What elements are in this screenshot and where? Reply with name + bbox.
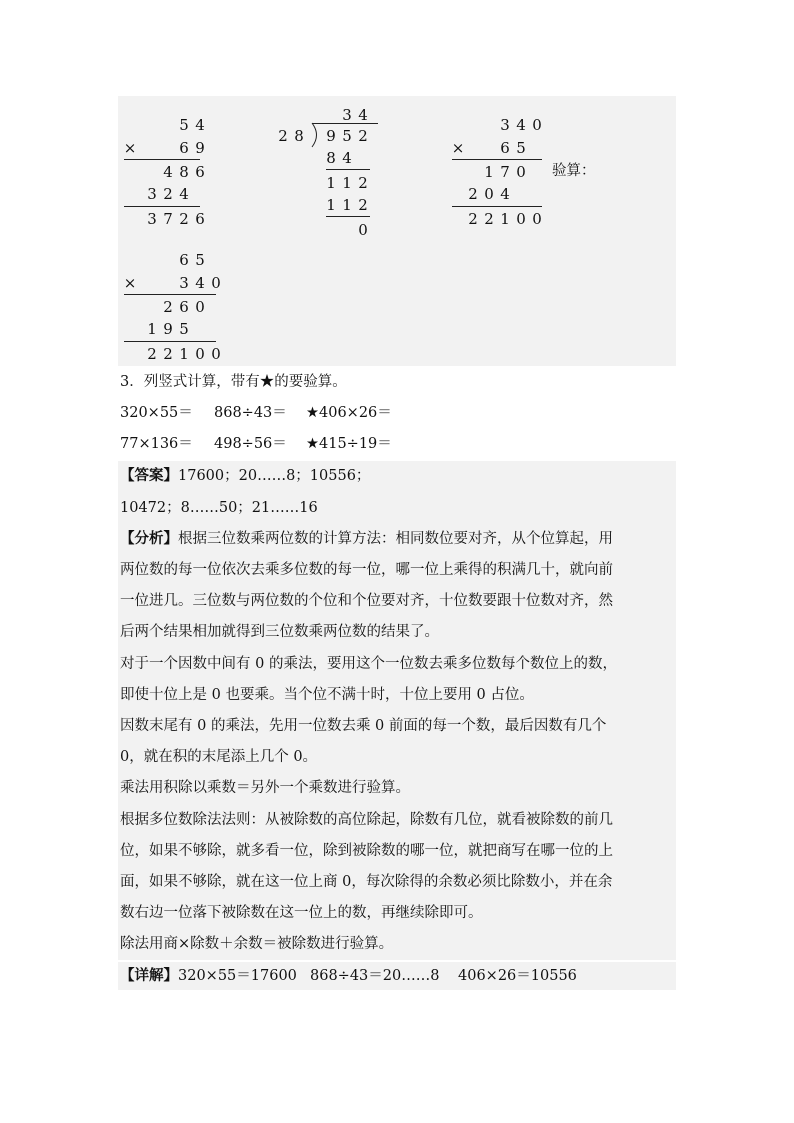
rule-line <box>326 216 370 217</box>
digit: 0 <box>211 274 221 292</box>
rule-line <box>124 341 216 342</box>
digit: 4 <box>516 116 526 134</box>
analysis-background <box>118 523 676 960</box>
digit: 6 <box>500 139 510 157</box>
check-label: 验算： <box>552 163 596 179</box>
digit: 0 <box>358 221 368 239</box>
digit: 2 <box>358 127 368 145</box>
digit: 1 <box>326 174 336 192</box>
digit: 3 <box>342 106 352 124</box>
analysis-line: 数右边一位落下被除数在这一位上的数，再继续除即可。 <box>120 905 483 921</box>
answer-line-1 <box>120 466 370 486</box>
digit: 4 <box>179 185 189 203</box>
detail-item: 320×55＝17600 <box>178 968 297 984</box>
analysis-line: 两位数的每一位依次去乘多位数的每一位，哪一位上乘得的积满几十，就向前 <box>120 562 613 578</box>
digit: 4 <box>195 116 205 134</box>
digit: 2 <box>468 210 478 228</box>
digit: 2 <box>163 185 173 203</box>
digit: 1 <box>342 174 352 192</box>
analysis-text: 根据三位数乘两位数的计算方法：相同数位要对齐，从个位算起，用 <box>178 531 613 547</box>
digit: 5 <box>516 139 526 157</box>
digit: 8 <box>326 149 336 167</box>
expression: ★406×26＝ <box>306 405 392 421</box>
analysis-line <box>120 529 613 549</box>
detail-item: 868÷43＝20……8 <box>310 968 440 984</box>
rule-line <box>326 169 370 170</box>
digit: 1 <box>326 196 336 214</box>
digit: 8 <box>179 163 189 181</box>
digit: 6 <box>179 298 189 316</box>
digit: 0 <box>211 345 221 363</box>
rule-line <box>452 206 542 207</box>
digit: 0 <box>516 163 526 181</box>
question-title: 3．列竖式计算，带有★的要验算。 <box>120 374 347 390</box>
expression: 868÷43＝ <box>214 405 287 421</box>
digit: 6 <box>179 139 189 157</box>
digit: 2 <box>358 174 368 192</box>
analysis-line: 对于一个因数中间有 0 的乘法，要用这个一位数去乘多位数每个数位上的数， <box>120 656 617 672</box>
analysis-line: 位，如果不够除，就多看一位，除到被除数的哪一位，就把商写在哪一位的上 <box>120 843 613 859</box>
digit: 7 <box>500 163 510 181</box>
digit: 6 <box>195 210 205 228</box>
analysis-line: 0，就在积的末尾添上几个 0。 <box>120 749 318 765</box>
expression: 498÷56＝ <box>214 436 287 452</box>
rule-line <box>124 294 216 295</box>
digit: 2 <box>484 210 494 228</box>
division-bar <box>312 123 378 124</box>
digit: 3 <box>500 116 510 134</box>
digit: 2 <box>358 196 368 214</box>
detail-line <box>120 966 577 986</box>
digit: 0 <box>532 210 542 228</box>
digit: 5 <box>195 251 205 269</box>
analysis-line: 除法用商×除数＋余数＝被除数进行验算。 <box>120 936 394 952</box>
digit: 4 <box>342 149 352 167</box>
digit: 5 <box>342 127 352 145</box>
digit: 6 <box>179 251 189 269</box>
division-bracket <box>310 122 324 148</box>
digit: 7 <box>163 210 173 228</box>
analysis-line: 因数末尾有 0 的乘法，先用一位数去乘 0 前面的每一个数，最后因数有几个 <box>120 718 607 734</box>
detail-item: 406×26＝10556 <box>458 968 577 984</box>
analysis-line: 根据多位数除法法则：从被除数的高位除起，除数有几位，就看被除数的前几 <box>120 812 613 828</box>
digit: 1 <box>342 196 352 214</box>
digit: 5 <box>179 320 189 338</box>
digit: 4 <box>195 274 205 292</box>
digit: 1 <box>147 320 157 338</box>
expression: 77×136＝ <box>120 436 193 452</box>
digit: 9 <box>163 320 173 338</box>
analysis-line: 即使十位上是 0 也要乘。当个位不满十时，十位上要用 0 占位。 <box>120 687 534 703</box>
digit: 0 <box>532 116 542 134</box>
digit: 2 <box>278 127 288 145</box>
digit: 1 <box>179 345 189 363</box>
analysis-label: 【分析】 <box>120 530 178 547</box>
multiply-sign: × <box>123 274 137 292</box>
digit: 9 <box>326 127 336 145</box>
digit: 2 <box>163 345 173 363</box>
digit: 3 <box>179 274 189 292</box>
digit: 6 <box>195 163 205 181</box>
rule-line <box>124 159 200 160</box>
digit: 9 <box>195 139 205 157</box>
digit: 2 <box>468 185 478 203</box>
digit: 4 <box>163 163 173 181</box>
digit: 3 <box>147 185 157 203</box>
digit: 4 <box>358 106 368 124</box>
multiply-sign: × <box>451 139 465 157</box>
digit: 3 <box>147 210 157 228</box>
calc-area-background <box>118 96 676 366</box>
analysis-line: 面，如果不够除，就在这一位上商 0，每次除得的余数必须比除数小，并在余 <box>120 874 613 890</box>
multiply-sign: × <box>123 139 137 157</box>
digit: 8 <box>294 127 304 145</box>
digit: 5 <box>179 116 189 134</box>
rule-line <box>452 159 542 160</box>
expression: 320×55＝ <box>120 405 193 421</box>
digit: 1 <box>484 163 494 181</box>
analysis-line: 一位进几。三位数与两位数的个位和个位要对齐，十位数要跟十位数对齐，然 <box>120 593 613 609</box>
answer-label: 【答案】 <box>120 467 178 484</box>
answer-text: 17600；20……8；10556； <box>178 468 371 484</box>
digit: 0 <box>195 298 205 316</box>
digit: 4 <box>500 185 510 203</box>
digit: 0 <box>484 185 494 203</box>
digit: 2 <box>179 210 189 228</box>
digit: 2 <box>147 345 157 363</box>
answer-line-2: 10472；8……50；21……16 <box>120 500 318 516</box>
analysis-line: 后两个结果相加就得到三位数乘两位数的结果了。 <box>120 624 439 640</box>
digit: 0 <box>195 345 205 363</box>
digit: 2 <box>163 298 173 316</box>
digit: 1 <box>500 210 510 228</box>
question-row-2 <box>120 434 392 454</box>
detail-label: 【详解】 <box>120 967 178 984</box>
digit: 0 <box>516 210 526 228</box>
analysis-line: 乘法用积除以乘数＝另外一个乘数进行验算。 <box>120 780 410 796</box>
question-row-1 <box>120 403 392 423</box>
rule-line <box>124 206 200 207</box>
expression: ★415÷19＝ <box>306 436 392 452</box>
